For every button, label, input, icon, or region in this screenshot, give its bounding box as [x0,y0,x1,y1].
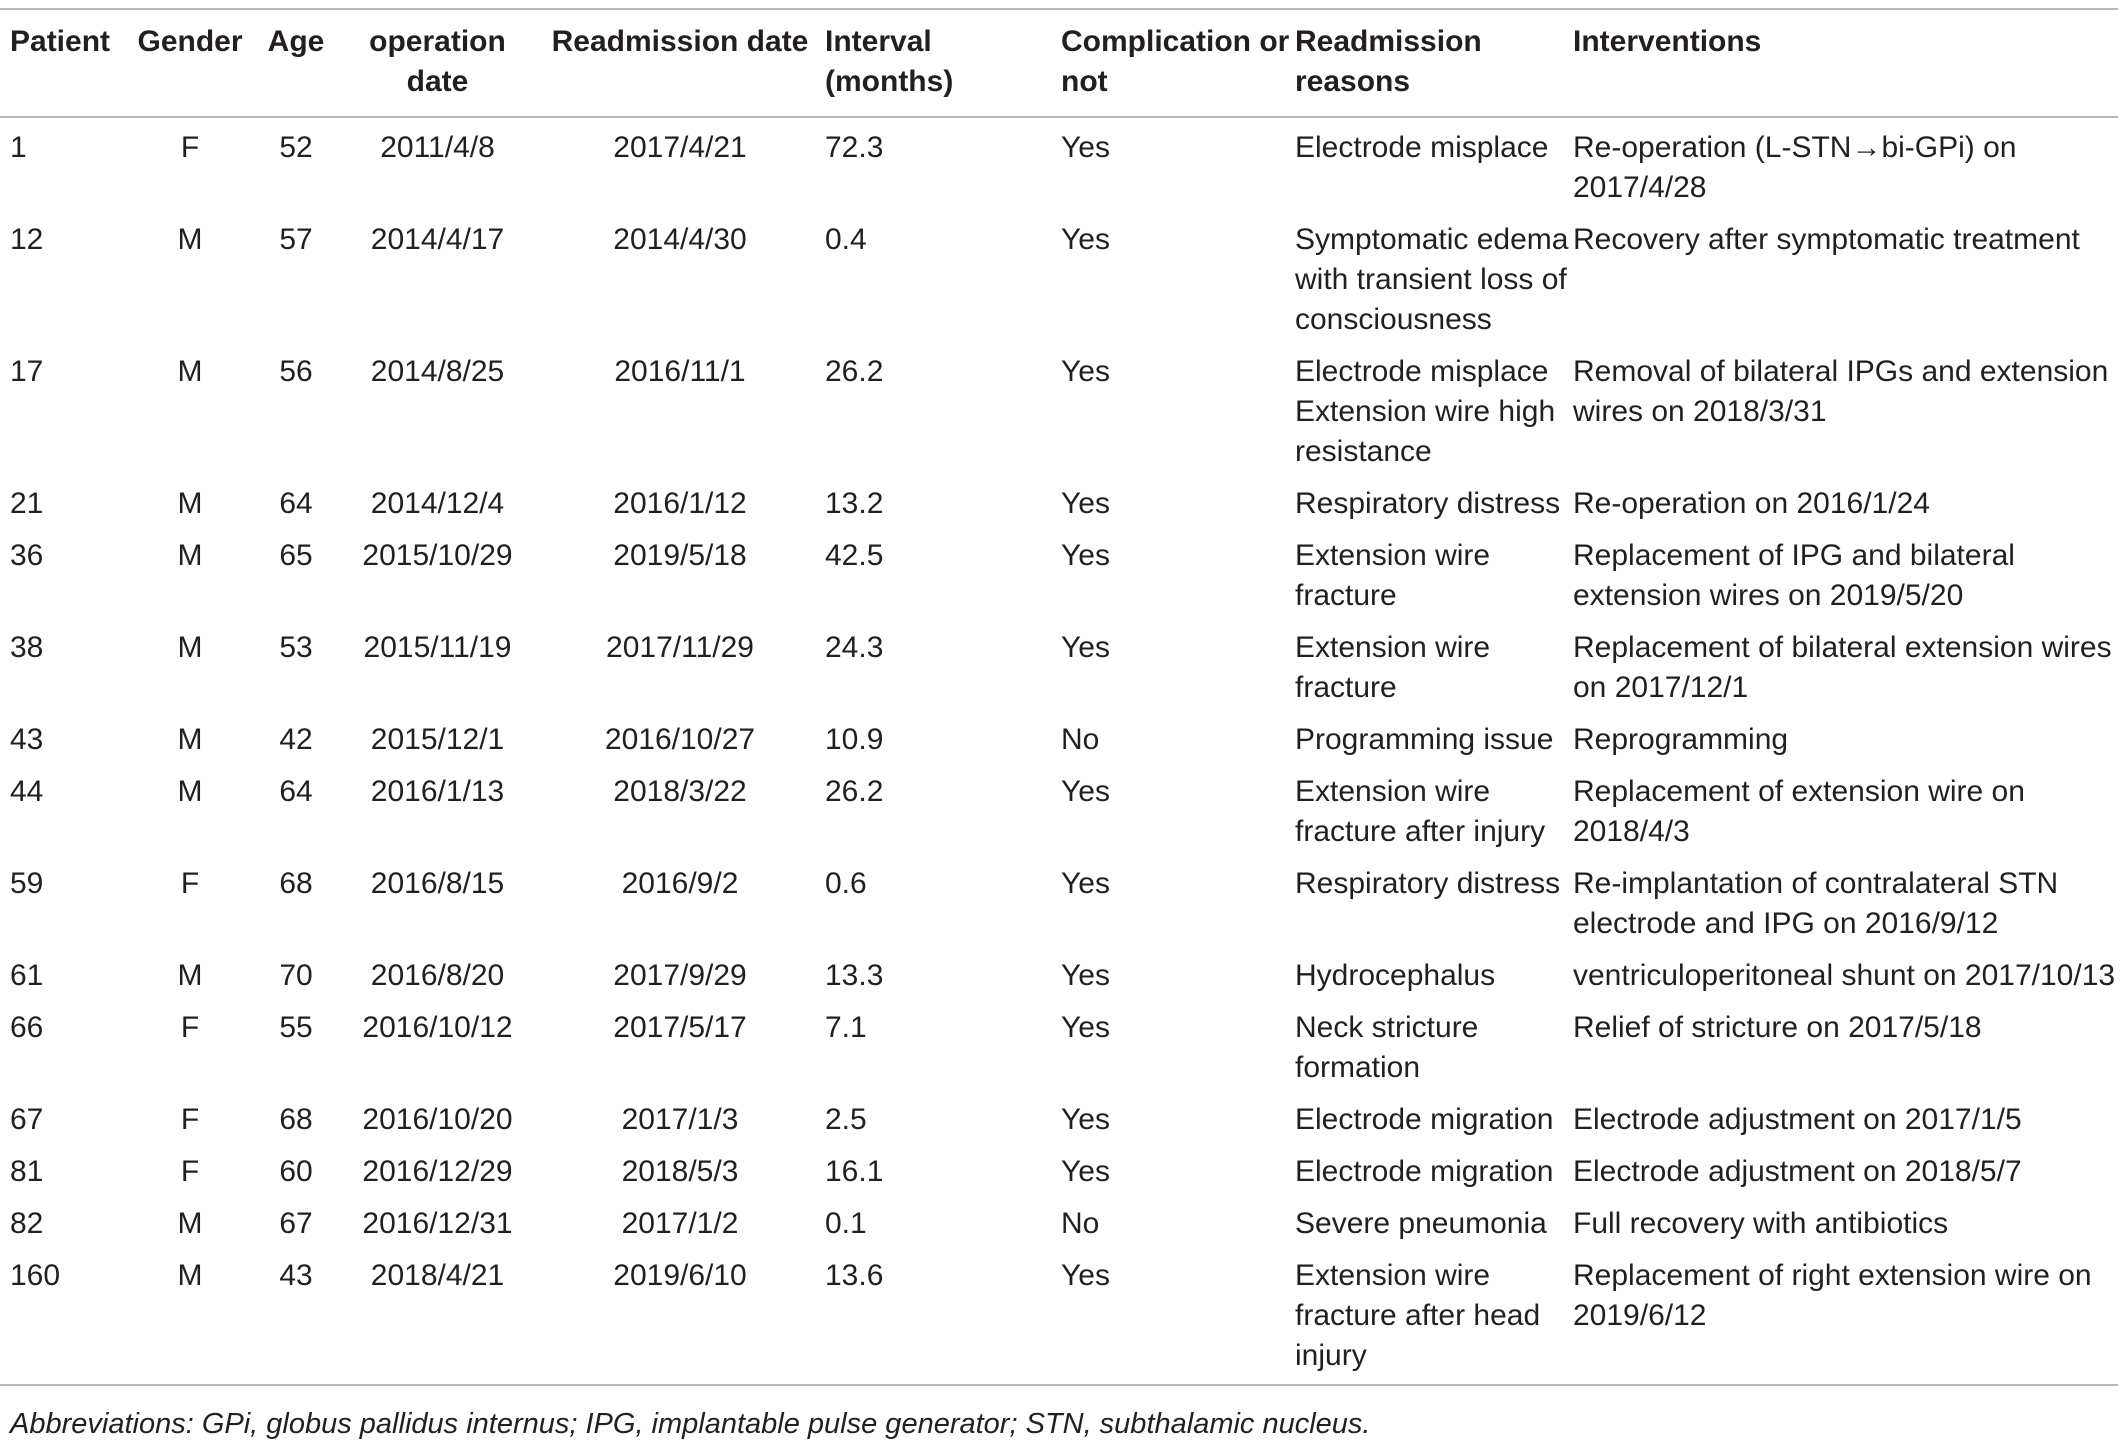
cell-gender: F [180,1011,200,1044]
cell-complication: Yes [1061,775,1110,808]
readmission-table [0,8,2118,1386]
table-row [0,117,2118,216]
cell-complication: Yes [1061,487,1110,520]
cell-operation-date: 2016/12/31 [362,1207,513,1240]
cell-gender: M [177,223,203,256]
cell-operation-date: 2014/8/25 [370,355,505,388]
cell-readmission-date: 2017/11/29 [606,631,754,664]
cell-readmission-date: 2017/4/21 [613,131,747,164]
cell-interventions: Recovery after symptomatic treatment [1573,223,2080,256]
table-row [0,1148,2118,1200]
table-row [0,216,2118,348]
cell-operation-date: 2015/11/19 [363,631,512,664]
cell-interval: 2.5 [825,1103,867,1136]
cell-operation-date: 2016/1/13 [370,775,505,808]
cell-complication: Yes [1061,631,1110,664]
table-row [0,624,2118,716]
cell-readmission-reasons: Neck stricture formation [1295,1011,1479,1084]
cell-complication: Yes [1061,1103,1110,1136]
cell-complication: No [1061,723,1100,756]
column-header-gender: Gender [137,25,243,58]
cell-gender: F [180,867,200,900]
cell-complication: Yes [1061,867,1110,900]
cell-interval: 0.4 [825,223,867,256]
cell-gender: M [177,723,203,756]
cell-readmission-reasons: Severe pneumonia [1295,1207,1547,1240]
table-row [0,952,2118,1004]
cell-patient: 67 [10,1103,44,1136]
table-row [0,348,2118,480]
cell-interventions: Electrode adjustment on 2017/1/5 [1573,1103,2022,1136]
cell-age: 68 [279,1103,313,1136]
cell-age: 60 [279,1155,313,1188]
cell-operation-date: 2016/8/20 [370,959,505,992]
cell-interventions: Replacement of IPG and bilateral extension wires on 2019/5/20 [1573,539,2015,612]
cell-interval: 26.2 [825,355,884,388]
cell-patient: 81 [10,1155,44,1188]
cell-complication: Yes [1061,539,1110,572]
cell-complication: No [1061,1207,1100,1240]
cell-interventions: Replacement of bilateral extension wires on 2017/12/1 [1573,631,2112,704]
cell-patient: 59 [10,867,44,900]
column-header-interventions: Interventions [1573,25,1762,58]
cell-interventions: Reprogramming [1573,723,1789,756]
cell-patient: 160 [10,1259,61,1292]
cell-readmission-date: 2016/1/12 [613,487,747,520]
table-body [0,117,2118,1385]
cell-readmission-date: 2016/11/1 [614,355,746,388]
cell-gender: F [180,1103,200,1136]
table-row [0,480,2118,532]
table-row [0,532,2118,624]
table-row [0,860,2118,952]
cell-readmission-date: 2017/5/17 [613,1011,747,1044]
cell-readmission-date: 2016/10/27 [604,723,756,756]
cell-patient: 36 [10,539,44,572]
cell-interventions: Re-operation (L-STN→bi-GPi) on 2017/4/28 [1573,131,2017,204]
table-row [0,1200,2118,1252]
cell-age: 64 [279,775,313,808]
cell-operation-date: 2014/12/4 [370,487,505,520]
cell-readmission-reasons: Electrode migration [1295,1103,1554,1136]
column-header-interval: Interval (months) [825,25,954,98]
cell-interval: 0.6 [825,867,867,900]
cell-age: 43 [279,1259,313,1292]
cell-readmission-reasons: Electrode misplace [1295,131,1549,164]
cell-interventions: Replacement of right extension wire on 2019/6/12 [1573,1259,2092,1332]
cell-complication: Yes [1061,1259,1110,1292]
cell-operation-date: 2014/4/17 [370,223,505,256]
table-footnote: Abbreviations: GPi, globus pallidus internus; IPG, implantable pulse generator; STN, subthalamic nucleus. [10,1408,1371,1440]
column-header-age: Age [267,25,325,58]
table-row [0,768,2118,860]
cell-readmission-reasons: Extension wire fracture [1295,539,1491,612]
table-row [0,1004,2118,1096]
column-header-readmission-date: Readmission date [551,25,809,58]
cell-readmission-date: 2019/5/18 [613,539,747,572]
cell-gender: M [177,1207,203,1240]
cell-readmission-date: 2019/6/10 [613,1259,747,1292]
cell-interventions: Replacement of extension wire on 2018/4/3 [1573,775,2025,848]
cell-interval: 16.1 [825,1155,884,1188]
cell-interval: 13.6 [825,1259,884,1292]
cell-age: 52 [279,131,313,164]
cell-patient: 43 [10,723,44,756]
cell-age: 55 [279,1011,313,1044]
cell-age: 68 [279,867,313,900]
cell-readmission-date: 2017/1/3 [621,1103,739,1136]
cell-readmission-reasons: Extension wire fracture after injury [1295,775,1546,848]
cell-patient: 12 [10,223,44,256]
cell-readmission-reasons: Hydrocephalus [1295,959,1496,992]
cell-readmission-reasons: Respiratory distress [1295,487,1561,520]
cell-interval: 72.3 [825,131,884,164]
column-header-patient: Patient [10,25,111,58]
cell-interventions: Re-implantation of contralateral STN electrode and IPG on 2016/9/12 [1573,867,2059,940]
cell-gender: M [177,959,203,992]
cell-interventions: Electrode adjustment on 2018/5/7 [1573,1155,2022,1188]
cell-age: 70 [279,959,313,992]
cell-operation-date: 2016/10/12 [362,1011,513,1044]
cell-operation-date: 2016/8/15 [370,867,505,900]
cell-operation-date: 2015/10/29 [362,539,513,572]
column-header-operation-date: operation date [369,25,506,98]
cell-patient: 82 [10,1207,44,1240]
cell-age: 64 [279,487,313,520]
cell-readmission-reasons: Extension wire fracture [1295,631,1491,704]
cell-interval: 26.2 [825,775,884,808]
cell-patient: 1 [10,131,27,164]
table-row [0,1252,2118,1385]
cell-complication: Yes [1061,1155,1110,1188]
cell-age: 42 [279,723,313,756]
cell-readmission-reasons: Symptomatic edema with transient loss of consciousness [1295,223,1569,336]
cell-readmission-reasons: Electrode misplace Extension wire high resistance [1295,355,1556,468]
cell-operation-date: 2015/12/1 [370,723,505,756]
column-header-readmission-reasons: Readmission reasons [1295,25,1482,98]
cell-complication: Yes [1061,131,1110,164]
cell-gender: M [177,1259,203,1292]
cell-gender: F [180,131,200,164]
cell-interval: 7.1 [825,1011,867,1044]
cell-age: 53 [279,631,313,664]
cell-readmission-reasons: Electrode migration [1295,1155,1554,1188]
cell-gender: M [177,487,203,520]
cell-readmission-reasons: Programming issue [1295,723,1554,756]
cell-complication: Yes [1061,959,1110,992]
cell-complication: Yes [1061,1011,1110,1044]
table-row [0,1096,2118,1148]
cell-interval: 42.5 [825,539,884,572]
cell-interval: 13.2 [825,487,884,520]
cell-age: 67 [279,1207,313,1240]
cell-patient: 44 [10,775,44,808]
table-header [0,9,2118,117]
cell-interval: 10.9 [825,723,884,756]
cell-patient: 66 [10,1011,44,1044]
cell-readmission-date: 2014/4/30 [613,223,747,256]
cell-readmission-date: 2018/5/3 [621,1155,739,1188]
cell-interventions: Full recovery with antibiotics [1573,1207,1949,1240]
cell-readmission-date: 2017/1/2 [621,1207,739,1240]
cell-readmission-reasons: Respiratory distress [1295,867,1561,900]
cell-interventions: Removal of bilateral IPGs and extension wires on 2018/3/31 [1573,355,2109,428]
cell-patient: 38 [10,631,44,664]
cell-interventions: Relief of stricture on 2017/5/18 [1573,1011,1982,1044]
cell-gender: M [177,539,203,572]
column-header-complication: Complication or not [1061,25,1290,98]
cell-operation-date: 2016/10/20 [362,1103,513,1136]
cell-operation-date: 2011/4/8 [380,131,495,164]
cell-patient: 21 [10,487,44,520]
cell-interval: 0.1 [825,1207,867,1240]
cell-age: 56 [279,355,313,388]
cell-readmission-date: 2018/3/22 [613,775,747,808]
cell-gender: F [180,1155,200,1188]
cell-readmission-date: 2017/9/29 [613,959,747,992]
cell-interval: 24.3 [825,631,884,664]
cell-age: 57 [279,223,313,256]
cell-interval: 13.3 [825,959,884,992]
cell-age: 65 [279,539,313,572]
cell-interventions: Re-operation on 2016/1/24 [1573,487,1930,520]
cell-interventions: ventriculoperitoneal shunt on 2017/10/13 [1573,959,2116,992]
cell-gender: M [177,631,203,664]
cell-patient: 61 [10,959,44,992]
cell-gender: M [177,355,203,388]
cell-readmission-date: 2016/9/2 [621,867,739,900]
cell-complication: Yes [1061,355,1110,388]
cell-complication: Yes [1061,223,1110,256]
cell-operation-date: 2018/4/21 [370,1259,505,1292]
cell-operation-date: 2016/12/29 [362,1155,513,1188]
cell-gender: M [177,775,203,808]
cell-readmission-reasons: Extension wire fracture after head injury [1295,1259,1541,1372]
header-row [0,9,2118,117]
cell-patient: 17 [10,355,44,388]
table-row [0,716,2118,768]
